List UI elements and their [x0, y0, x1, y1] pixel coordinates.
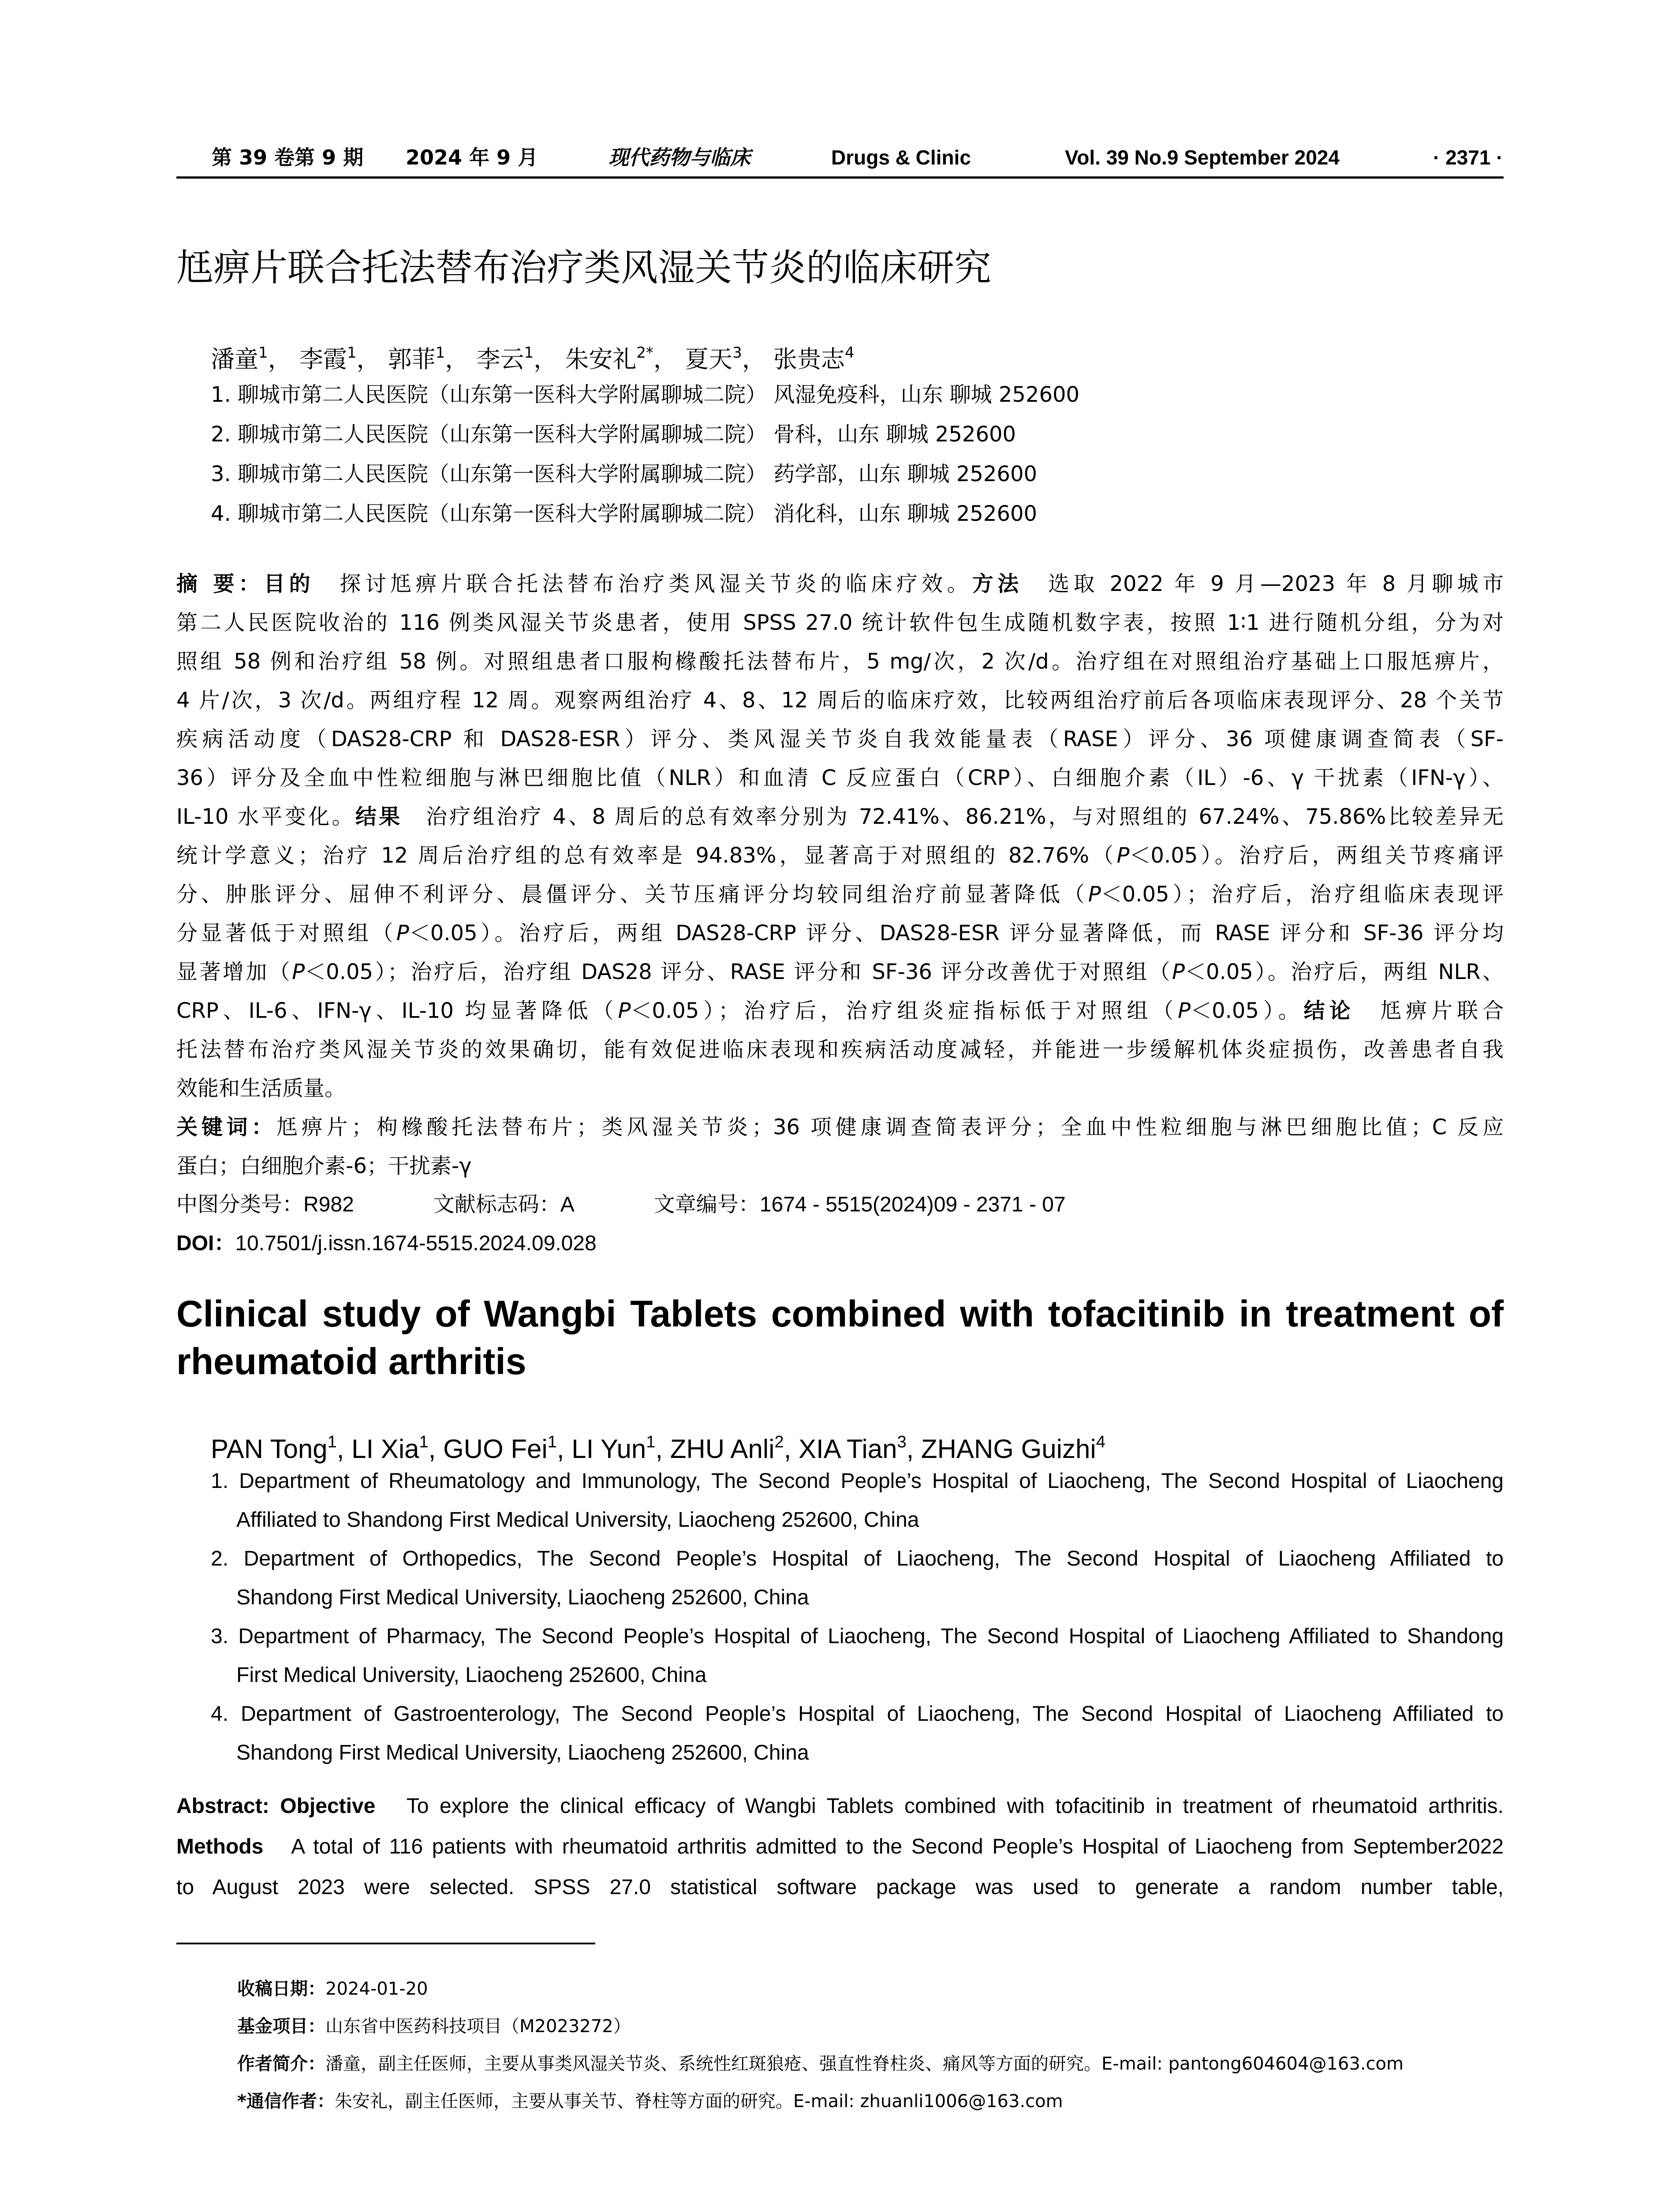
header-date: 2024 年 9 月 [406, 146, 538, 169]
results-text-part: ＜0.05）。治疗后，两组关节疼痛评 [1129, 843, 1504, 868]
author-cn: 朱安礼 [565, 345, 637, 373]
author-sup: 4 [1096, 1433, 1105, 1451]
abstract-cn-line [176, 991, 1504, 1030]
p-value-symbol: P [1178, 998, 1191, 1023]
abstract-label: 摘 要： [176, 572, 264, 596]
objective-en-text: To explore the clinical efficacy of Wangbi Tablets combined with tofacitinib in treatment of rheumatoid arthritis. [406, 1794, 1504, 1818]
article-no-label: 文章编号： [653, 1193, 760, 1216]
keywords-line [176, 1108, 1504, 1147]
received-value: 2024-01-20 [325, 1979, 428, 1999]
affiliation-en-line: First Medical University, Liaocheng 252600, China [236, 1663, 707, 1687]
abstract-cn-line [176, 797, 1504, 836]
affiliation-en-line: 1. Department of Rheumatology and Immunology, The Second People’s Hospital of Liaocheng, The Second Hospital of Liaocheng [211, 1469, 1504, 1493]
fund-label: 基金项目： [237, 2016, 325, 2037]
results-text-part: ＜0.05）；治疗后，治疗组临床表现评 [1101, 882, 1504, 907]
author-sup: 2* [636, 344, 653, 362]
bio-value: 潘童，副主任医师，主要从事类风湿关节炎、系统性红斑狼疮、强直性脊柱炎、痛风等方面的研究。E-mail: pantong604604@163.com [325, 2054, 1404, 2074]
abstract-en-line: to August 2023 were selected. SPSS 27.0 statistical software package was used to generate a random number table, [176, 1876, 1504, 1899]
author-cn: 郭菲 [388, 345, 436, 373]
results-text-part: 显著增加（ [176, 960, 292, 984]
author-sup: 1 [435, 344, 445, 362]
methods-text-part: IL-10 水平变化。 [176, 804, 355, 829]
abstract-cn-line [176, 564, 1504, 603]
header-rule [176, 176, 1504, 179]
affiliation-cn-4: 4. 聊城市第二人民医院（山东第一医科大学附属聊城二院） 消化科，山东 聊城 252600 [211, 501, 1038, 526]
abstract-cn-line: 疾病活动度（DAS28-CRP 和 DAS28-ESR）评分、类风湿关节炎自我效能量表（RASE）评分、36 项健康调查简表（SF- [176, 727, 1504, 751]
abstract-cn-line: 4 片/次，3 次/d。两组疗程 12 周。观察两组治疗 4、8、12 周后的临床疗效，比较两组治疗前后各项临床表现评分、28 个关节 [176, 688, 1504, 713]
author-sup: 1 [347, 344, 357, 362]
keywords-line: 蛋白；白细胞介素-6；干扰素-γ [176, 1154, 472, 1178]
author-sup: 1 [327, 1433, 337, 1451]
author-sup: 1 [547, 1433, 557, 1451]
corr-value: 朱安礼，副主任医师，主要从事关节、脊柱等方面的研究。E-mail: zhuanli1006@163.com [334, 2091, 1063, 2112]
author-sup: 1 [258, 344, 268, 362]
abstract-en-line [176, 1786, 1504, 1827]
results-text-part: 分、肿胀评分、屈伸不利评分、晨僵评分、关节压痛评分均较同组治疗前显著降低（ [176, 882, 1088, 907]
article-no-value: 1674 - 5515(2024)09 - 2371 - 07 [759, 1193, 1066, 1216]
footnote-bio [237, 2045, 1504, 2083]
abstract-cn-line [176, 836, 1504, 875]
results-text-part: 统计学意义；治疗 12 周后治疗组的总有效率是 94.83%，显著高于对照组的 82.76%（ [176, 843, 1117, 868]
header-journal-cn: 现代药物与临床 [609, 146, 750, 169]
results-text-part: 治疗组治疗 4、8 周后的总有效率分别为 72.41%、86.21%，与对照组的 67.24%、75.86%比较差异无 [426, 804, 1504, 829]
objective-label: 目的 [264, 572, 314, 596]
abstract-cn-line: 托法替布治疗类风湿关节炎的效果确切，能有效促进临床表现和疾病活动度减轻，并能进一步缓解机体炎症损伤，改善患者自我 [176, 1037, 1504, 1062]
abstract-cn-line [176, 953, 1504, 991]
affiliation-en-line: Shandong First Medical University, Liaocheng 252600, China [236, 1741, 809, 1764]
title-en-line: Clinical study of Wangbi Tablets combined with tofacitinib in treatment of [176, 1293, 1504, 1334]
objective-en-label: Objective [280, 1794, 376, 1818]
results-text-part [176, 998, 1304, 1023]
results-text-part: ＜0.05）；治疗后，治疗组炎症指标低于对照组（ [631, 998, 1178, 1023]
results-text-part: ＜0.05）。治疗后，两组 DAS28-CRP 评分、DAS28-ESR 评分显著降低，而 RASE 评分和 SF-36 评分均 [409, 921, 1504, 946]
clc-label: 中图分类号： [176, 1193, 304, 1216]
keywords-text-part: 尪痹片；枸橼酸托法替布片；类风湿关节炎；36 项健康调查简表评分；全血中性粒细胞与淋巴细胞比值；C 反应 [276, 1115, 1504, 1140]
author-en: XIA Tian [798, 1434, 897, 1464]
clc-value: R982 [303, 1193, 354, 1216]
author-sup: 4 [844, 344, 855, 362]
doi-value: 10.7501/j.issn.1674-5515.2024.09.028 [235, 1232, 597, 1255]
author-cn: 李云 [476, 345, 524, 373]
classification-line [176, 1185, 1504, 1224]
results-label: 结果 [355, 804, 403, 829]
p-value-symbol: P [618, 998, 631, 1023]
author-cn: 潘童 [211, 345, 258, 373]
results-text-part: ＜0.05）。治疗后，两组 NLR、 [1185, 960, 1504, 984]
objective-text: 探讨尪痹片联合托法替布治疗类风湿关节炎的临床疗效。 [340, 572, 972, 596]
abstract-en-label: Abstract: [176, 1794, 269, 1818]
p-value-symbol: P [1088, 882, 1101, 907]
affiliation-cn-2: 2. 聊城市第二人民医院（山东第一医科大学附属聊城二院） 骨科，山东 聊城 252600 [211, 422, 1016, 447]
keywords-label: 关键词： [176, 1115, 276, 1140]
p-value-symbol: P [1172, 960, 1185, 984]
author-cn: 夏天 [685, 345, 733, 373]
author-sup: 2 [774, 1433, 784, 1451]
authors-en: PAN Tong$^1$, LI Xia$^1$, GUO Fei$^1$, LI Yun$^1$, ZHU Anli$^2$, XIA Tian$^3$, ZHANG Guizhi$^4$ [211, 1433, 1105, 1464]
authors-cn: 潘童$^1$， 李霞$^1$， 郭菲$^1$， 李云$^1$， 朱安礼$^{2*}$， 夏天$^3$， 张贵志$^4$ [211, 344, 855, 373]
results-text-part: 分显著低于对照组（ [176, 921, 396, 946]
author-sup: 3 [897, 1433, 907, 1451]
author-en: LI Yun [571, 1434, 646, 1464]
p-value-symbol: P [292, 960, 305, 984]
author-en: LI Xia [351, 1434, 419, 1464]
author-en: ZHU Anli [670, 1434, 775, 1464]
footnote-fund [237, 2008, 1504, 2045]
abstract-en [176, 1786, 1504, 1908]
results-text-part: CRP、IL-6、IFN-γ、IL-10 均显著降低（ [176, 998, 618, 1023]
affiliation-cn-1: 1. 聊城市第二人民医院（山东第一医科大学附属聊城二院） 风湿免疫科，山东 聊城 252600 [211, 382, 1080, 407]
methods-text-part: 选取 2022 年 9 月—2023 年 8 月聊城市 [1048, 572, 1504, 596]
abstract-cn-line: 36）评分及全血中性粒细胞与淋巴细胞比值（NLR）和血清 C 反应蛋白（CRP）、白细胞介素（IL）-6、γ 干扰素（IFN-γ）、 [176, 766, 1504, 790]
running-header [176, 140, 1504, 175]
conclusion-label: 结论 [1303, 998, 1355, 1023]
doi-label: DOI： [176, 1232, 235, 1255]
affiliations-en [211, 1462, 1504, 1772]
affiliation-cn-3: 3. 聊城市第二人民医院（山东第一医科大学附属聊城二院） 药学部，山东 聊城 252600 [211, 462, 1038, 486]
header-volume-issue: 第 39 卷第 9 期 [212, 146, 364, 169]
article-title-cn: 尪痹片联合托法替布治疗类风湿关节炎的临床研究 [176, 246, 992, 289]
fund-value: 山东省中医药科技项目（M2023272） [325, 2016, 631, 2037]
header-volume-en: Vol. 39 No.9 September 2024 [1065, 146, 1340, 169]
abstract-en-line [176, 1827, 1504, 1867]
footnote-corresponding [237, 2083, 1504, 2120]
author-cn: 李霞 [299, 345, 347, 373]
author-sup: 1 [524, 344, 534, 362]
footnote-rule [176, 1943, 595, 1944]
abstract-cn-line [176, 875, 1504, 914]
affiliation-en-line: 2. Department of Orthopedics, The Second People’s Hospital of Liaocheng, The Second Hospital of Liaocheng Affiliated to [211, 1547, 1504, 1570]
author-en: PAN Tong [211, 1434, 328, 1464]
title-en-line: rheumatoid arthritis [176, 1341, 526, 1382]
affiliation-en-line: Shandong First Medical University, Liaocheng 252600, China [236, 1586, 809, 1609]
doc-code-value: A [560, 1193, 575, 1216]
bio-label: 作者简介： [237, 2054, 325, 2074]
p-value-symbol: P [1116, 843, 1130, 868]
header-journal-en: Drugs & Clinic [831, 146, 971, 169]
author-en: GUO Fei [443, 1434, 548, 1464]
methods-label: 方法 [972, 572, 1023, 596]
author-sup: 1 [646, 1433, 656, 1451]
abstract-cn-line [176, 914, 1504, 953]
results-text-part [426, 804, 1504, 829]
affiliation-en-line: 4. Department of Gastroenterology, The Second People’s Hospital of Liaocheng, The Second Hospital of Liaocheng Affiliated to [211, 1702, 1504, 1726]
footnotes [237, 1970, 1504, 2120]
author-en: ZHANG Guizhi [921, 1434, 1096, 1464]
doc-code-label: 文献标志码： [433, 1193, 560, 1216]
abstract-cn-line: 效能和生活质量。 [176, 1076, 346, 1101]
methods-en-label: Methods [176, 1835, 264, 1858]
results-text-part: ＜0.05）；治疗后，治疗组 DAS28 评分、RASE 评分和 SF-36 评分改善优于对照组（ [305, 960, 1172, 984]
abstract-cn-line: 照组 58 例和治疗组 58 例。对照组患者口服枸橼酸托法替布片，5 mg/次，2 次/d。治疗组在对照组治疗基础上口服尪痹片， [176, 649, 1504, 674]
methods-en-text: A total of 116 patients with rheumatoid arthritis admitted to the Second People’s Hospital of Liaocheng from September2022 [291, 1835, 1504, 1858]
footnote-received [237, 1970, 1504, 2008]
header-page-number: · 2371 · [1433, 146, 1503, 169]
author-sup: 1 [419, 1433, 429, 1451]
received-label: 收稿日期： [237, 1979, 325, 1999]
p-value-symbol: P [396, 921, 409, 946]
conclusion-text-part: 尪痹片联合 [1380, 998, 1504, 1023]
abstract-cn-line: 第二人民医院收治的 116 例类风湿关节炎患者，使用 SPSS 27.0 统计软件包生成随机数字表，按照 1∶1 进行随机分组，分为对 [176, 610, 1504, 635]
corr-label: *通信作者： [237, 2091, 335, 2112]
article-title-en [176, 1290, 1504, 1385]
author-sup: 3 [732, 344, 742, 362]
author-cn: 张贵志 [773, 345, 845, 373]
affiliation-en-line: Affiliated to Shandong First Medical University, Liaocheng 252600, China [236, 1508, 919, 1532]
affiliation-en-line: 3. Department of Pharmacy, The Second People’s Hospital of Liaocheng, The Second Hospital of Liaocheng Affiliated to Shandong [211, 1625, 1504, 1648]
results-text-part: ＜0.05）。 [1191, 998, 1304, 1023]
abstract-cn [176, 564, 1504, 1263]
doi-line [176, 1224, 1504, 1263]
